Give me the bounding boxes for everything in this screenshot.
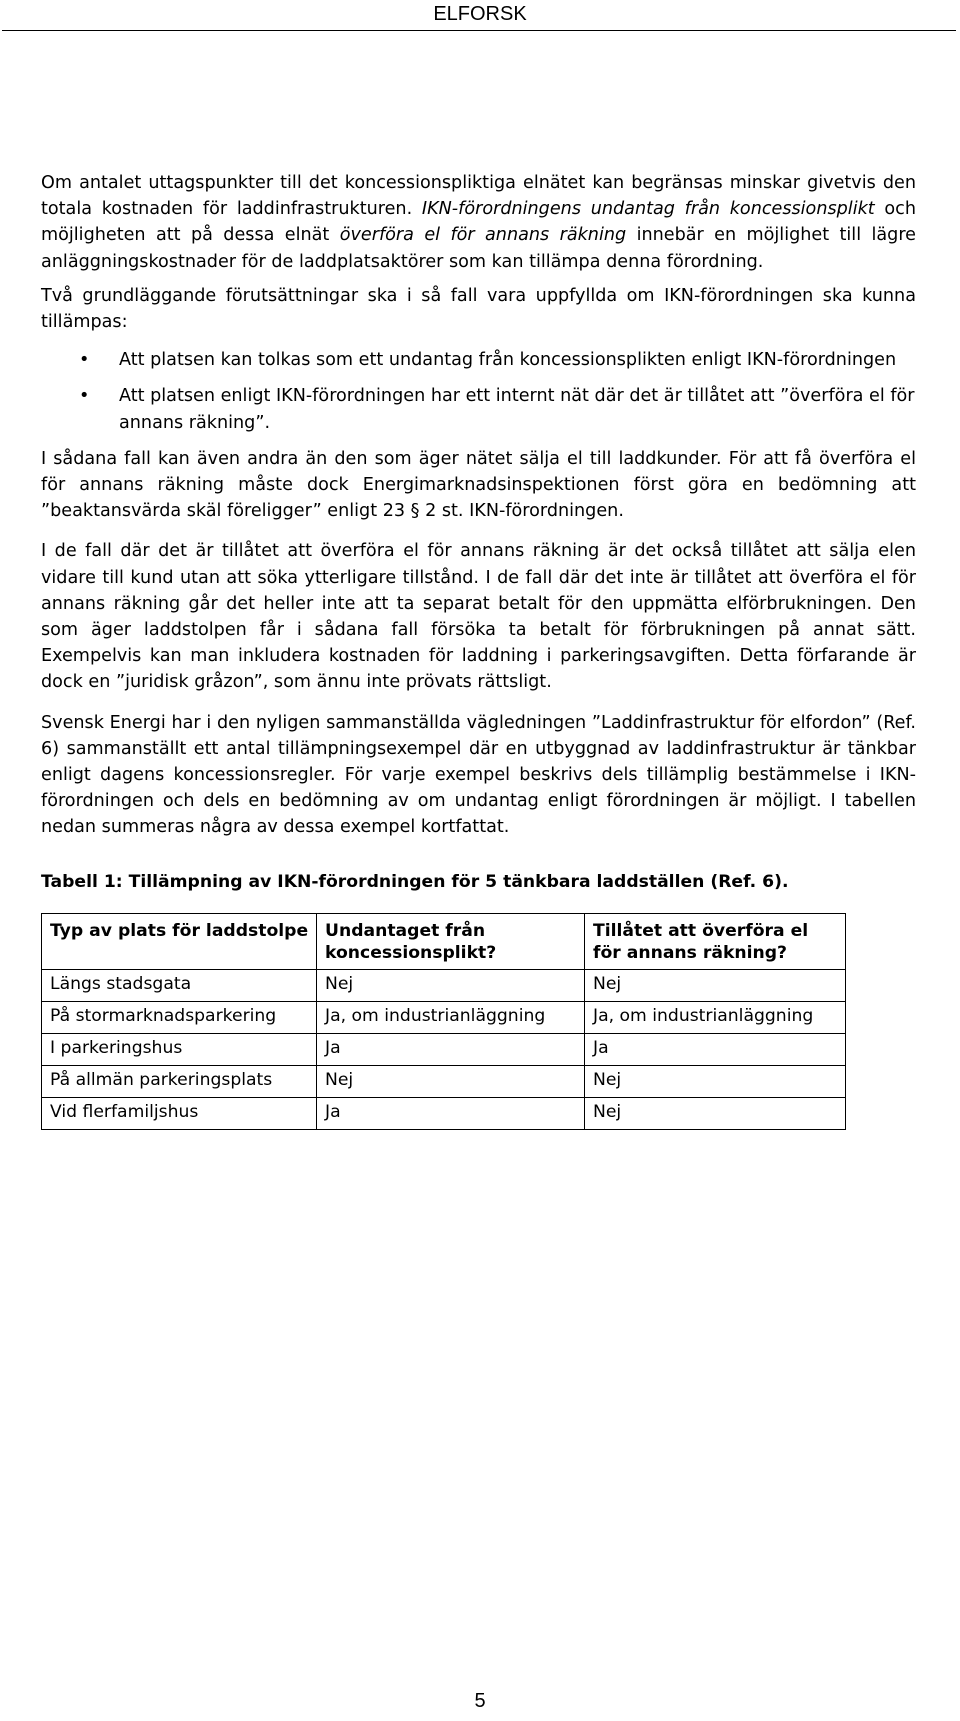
table-row — [42, 1033, 846, 1065]
table-cell: Ja, om industrianläggning — [585, 1001, 846, 1033]
list-item-text: Att platsen enligt IKN-förordningen har ett internt nät där det är tillåtet att ”överföra el för annans räkning”. — [119, 386, 915, 433]
table-row — [42, 1065, 846, 1097]
header-divider — [2, 30, 956, 31]
paragraph-2: Två grundläggande förutsättningar ska i så fall vara uppfyllda om IKN-förordningen ska kunna tillämpas: — [41, 285, 916, 333]
paragraph-1-text-c: och möjligheten att på dessa elnät — [41, 199, 916, 246]
table-cell: Ja — [317, 1097, 585, 1129]
table-row — [42, 1001, 846, 1033]
list-item-text: Att platsen kan tolkas som ett undantag från koncessionsplikten enligt IKN-förordningen — [119, 350, 897, 371]
table-cell: Ja, om industrianläggning — [317, 1001, 585, 1033]
header-title: ELFORSK — [433, 3, 527, 25]
data-table — [41, 913, 846, 1130]
table-cell: På stormarknadsparkering — [42, 1001, 317, 1033]
paragraph-1-text-a: Om antalet uttagspunkter till det koncessionspliktiga elnätet kan begränsas minskar givetvis den totala kostnaden för laddinfrastrukturen. — [41, 173, 916, 220]
table-cell: På allmän parkeringsplats — [42, 1065, 317, 1097]
table-cell: I parkeringshus — [42, 1033, 317, 1065]
column-header: Typ av plats för laddstolpe — [42, 913, 317, 969]
paragraph-1-italic-b: IKN-förordningens undantag från koncessionsplikt — [421, 199, 875, 220]
list-item — [41, 347, 916, 373]
paragraph-4: I de fall där det är tillåtet att överföra el för annans räkning är det också tillåtet att sälja elen vidare till kund utan att söka ytterligare tillstånd. I de fall där det inte är tillåtet att överföra el för annans räkning går det heller inte att ta separat betalt för den uppmätta elförbrukningen. Den som äger laddstolpen får i sådana fall försöka ta betalt för förbrukningen på annat sätt. Exempelvis kan man inkludera kostnaden för laddning i parkeringsavgiften. Detta förfarande är dock en ”juridisk gråzon”, som ännu inte prövats rättsligt. — [41, 541, 916, 693]
table-cell: Nej — [585, 1065, 846, 1097]
table-caption: Tabell 1: Tillämpning av IKN-förordningen för 5 tänkbara laddställen (Ref. 6). — [41, 871, 789, 892]
table-cell: Nej — [317, 969, 585, 1001]
bullet-icon: • — [79, 386, 90, 407]
paragraph-1-italic-d: överföra el för annans räkning — [339, 225, 627, 246]
paragraph-5: Svensk Energi har i den nyligen sammanställda vägledningen ”Laddinfrastruktur för elfordon” (Ref. 6) sammanställt ett antal tillämpningsexempel där en utbyggnad av laddinfrastruktur är tänkbar enligt dagens koncessionsregler. För varje exempel beskrivs dels tillämplig bestämmelse i IKN-förordningen och dels en bedömning av om undantag enligt förordningen är möjligt. I tabellen nedan summeras några av dessa exempel kortfattat. — [41, 712, 916, 838]
table-cell: Ja — [317, 1033, 585, 1065]
paragraph-1 — [41, 170, 916, 275]
paragraph-1-text-e: innebär en möjlighet till lägre anläggningskostnader för de laddplatsaktörer som kan tillämpa denna förordning. — [41, 225, 916, 272]
table-header-row — [42, 913, 846, 969]
bullet-list — [41, 347, 916, 436]
table-cell: Nej — [317, 1065, 585, 1097]
table-row — [42, 1097, 846, 1129]
table-cell: Nej — [585, 969, 846, 1001]
table-cell: Nej — [585, 1097, 846, 1129]
table-row — [42, 969, 846, 1001]
running-header — [0, 0, 960, 33]
paragraph-3: I sådana fall kan även andra än den som äger nätet sälja el till laddkunder. För att få överföra el för annans räkning måste dock Energimarknadsinspektionen först göra en bedömning att ”beaktansvärda skäl föreligger” enligt 23 § 2 st. IKN-förordningen. — [41, 448, 916, 522]
list-item — [41, 383, 916, 435]
column-header: Undantaget från koncessionsplikt? — [317, 913, 585, 969]
table-cell: Ja — [585, 1033, 846, 1065]
document-body — [41, 170, 916, 1130]
table-cell: Vid flerfamiljshus — [42, 1097, 317, 1129]
page-number: 5 — [474, 1690, 486, 1712]
column-header: Tillåtet att överföra el för annans räkning? — [585, 913, 846, 969]
table-cell: Längs stadsgata — [42, 969, 317, 1001]
bullet-icon: • — [79, 350, 90, 371]
